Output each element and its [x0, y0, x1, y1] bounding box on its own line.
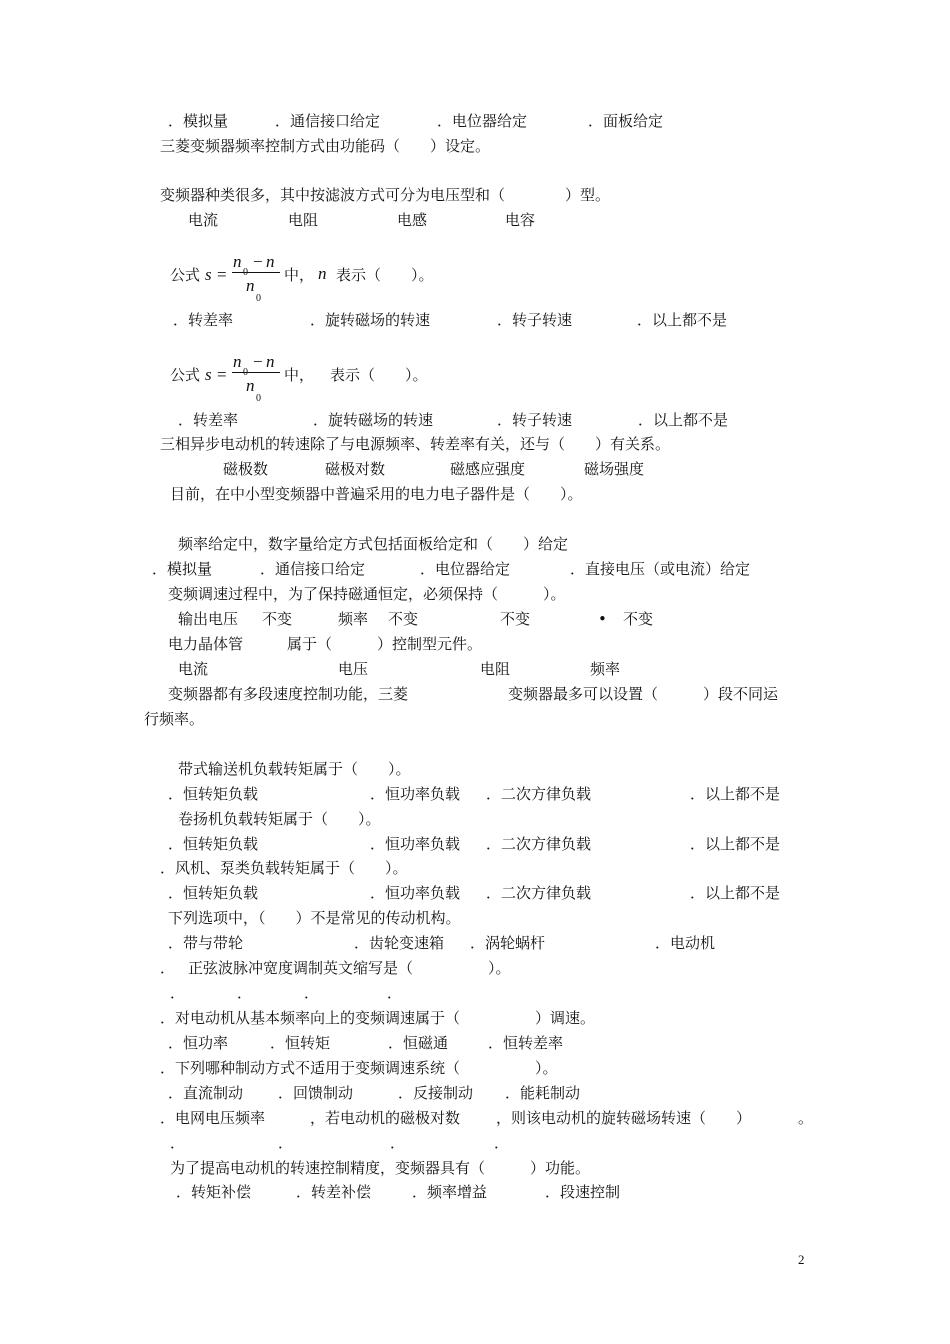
formula-num-a: n	[233, 252, 242, 271]
text-segment: ．通信接口给定	[260, 560, 366, 578]
text-segment: ．齿轮变速箱	[354, 934, 445, 952]
text-segment: ．	[170, 1134, 186, 1152]
text-segment: 变频器种类很多，其中按滤波方式可分为电压型和（ ）型。	[160, 186, 611, 204]
text-segment: ．恒磁通	[388, 1034, 449, 1052]
text-segment: •	[598, 610, 607, 628]
formula-tail: 表示（ ）。	[336, 266, 434, 284]
text-segment: 电流	[178, 660, 209, 678]
text-segment: ，则该电动机的旋转磁场转速（ ）	[496, 1109, 752, 1127]
text-segment: ．转差补偿	[296, 1183, 372, 1201]
text-segment: ．转差率	[178, 411, 239, 429]
formula-var: n	[318, 264, 327, 283]
text-segment: 目前，在中小型变频器中普遍采用的电力电子器件是（ ）。	[170, 485, 583, 503]
text-segment: ．	[304, 984, 320, 1002]
text-segment: 磁感应强度	[450, 460, 526, 478]
text-segment: ．以上都不是	[690, 884, 781, 902]
formula-eq: =	[217, 265, 227, 284]
formula-den: n	[246, 276, 255, 295]
text-segment: ．二次方律负载	[486, 785, 592, 803]
text-segment: 电阻	[480, 660, 511, 678]
text-segment: ．频率增益	[412, 1183, 488, 1201]
text-segment: 行频率。	[144, 710, 205, 728]
text-segment: ．段速控制	[545, 1183, 621, 1201]
formula-num-b: n	[266, 352, 275, 371]
formula-den-sub: 0	[256, 393, 261, 404]
text-segment: 变频器最多可以设置（ ）段不同运	[508, 685, 779, 703]
text-segment: 变频器都有多段速度控制功能，三菱	[168, 685, 409, 703]
formula-den: n	[246, 376, 255, 395]
text-segment: ．对电动机从基本频率向上的变频调速属于（ ）调速。	[160, 1009, 596, 1027]
text-segment: 电容	[505, 211, 536, 229]
text-segment: ．转子转速	[497, 411, 573, 429]
text-segment: ．转差率	[173, 311, 234, 329]
text-segment: 。	[798, 1109, 814, 1127]
text-segment: ．以上都不是	[637, 311, 728, 329]
text-segment: 磁场强度	[584, 460, 645, 478]
text-segment: ．	[160, 959, 176, 977]
text-segment: 磁极数	[223, 460, 269, 478]
formula-num-op: −	[253, 352, 263, 371]
text-segment: 磁极对数	[325, 460, 386, 478]
text-segment: ．恒转矩	[270, 1034, 331, 1052]
text-segment: ．模拟量	[168, 112, 229, 130]
text-segment: ．转子转速	[497, 311, 573, 329]
text-segment: ．恒转矩负载	[168, 835, 259, 853]
text-segment: ．模拟量	[152, 560, 213, 578]
formula-num-op: −	[253, 252, 263, 271]
text-segment: 电压	[338, 660, 369, 678]
fraction-bar	[232, 272, 280, 273]
text-segment: ，若电动机的磁极对数	[310, 1109, 461, 1127]
formula-prefix: 公式	[170, 366, 201, 384]
text-segment: 电力晶体管	[168, 635, 244, 653]
text-segment: ．转矩补偿	[176, 1183, 252, 1201]
text-segment: ．能耗制动	[505, 1084, 581, 1102]
text-segment: ．以上都不是	[638, 411, 729, 429]
text-segment: ．以上都不是	[690, 835, 781, 853]
text-segment: 不变	[500, 610, 531, 628]
text-segment: 电流	[188, 211, 219, 229]
text-segment: 输出电压	[178, 610, 239, 628]
text-segment: ．	[390, 1134, 406, 1152]
text-segment: ．恒转矩负载	[168, 884, 259, 902]
text-segment: 卷扬机负载转矩属于（ ）。	[178, 810, 381, 828]
text-segment: ．	[278, 1134, 294, 1152]
text-segment: ．	[170, 984, 186, 1002]
text-segment: ．面板给定	[588, 112, 664, 130]
text-segment: ．电动机	[655, 934, 716, 952]
text-segment: 不变	[262, 610, 293, 628]
formula-tail: 表示（ ）。	[330, 366, 428, 384]
text-segment: ．反接制动	[398, 1084, 474, 1102]
text-segment: ．回馈制动	[278, 1084, 354, 1102]
fraction-bar	[232, 372, 280, 373]
text-segment: ．二次方律负载	[486, 884, 592, 902]
text-segment: ．恒转差率	[488, 1034, 564, 1052]
formula-num-a: n	[233, 352, 242, 371]
text-segment: ．带与带轮	[168, 934, 244, 952]
text-segment: ．恒转矩负载	[168, 785, 259, 803]
text-segment: ．直接电压（或电流）给定	[570, 560, 751, 578]
formula-num-b: n	[266, 252, 275, 271]
text-segment: 变频调速过程中，为了保持磁通恒定，必须保持（ ）。	[168, 585, 566, 603]
formula-den-sub: 0	[256, 293, 261, 304]
text-segment: ．二次方律负载	[486, 835, 592, 853]
text-segment: 电感	[397, 211, 428, 229]
text-segment: 频率	[338, 610, 369, 628]
text-segment: ．旋转磁场的转速	[313, 411, 434, 429]
formula-suffix: 中，	[284, 366, 315, 384]
text-segment: 三菱变频器频率控制方式由功能码（ ）设定。	[160, 137, 491, 155]
formula-s: s	[205, 265, 212, 284]
text-segment: ．电位器给定	[437, 112, 528, 130]
text-segment: 不变	[623, 610, 654, 628]
text-segment: 频率	[590, 660, 621, 678]
text-segment: ．直流制动	[168, 1084, 244, 1102]
text-segment: 带式输送机负载转矩属于（ ）。	[178, 760, 411, 778]
text-segment: 三相异步电动机的转速除了与电源频率、转差率有关，还与（ ）有关系。	[160, 435, 671, 453]
text-segment: ．恒功率负载	[370, 835, 461, 853]
page-number: 2	[798, 1252, 805, 1267]
text-segment: ．风机、泵类负载转矩属于（ ）。	[160, 859, 408, 877]
text-segment: ．	[237, 984, 253, 1002]
text-segment: ．通信接口给定	[275, 112, 381, 130]
text-segment: ．旋转磁场的转速	[310, 311, 431, 329]
text-segment: ．恒功率负载	[370, 884, 461, 902]
text-segment: 电阻	[288, 211, 319, 229]
text-segment: 不变	[388, 610, 419, 628]
text-segment: ．恒功率负载	[370, 785, 461, 803]
formula-eq: =	[217, 365, 227, 384]
text-segment: ．以上都不是	[690, 785, 781, 803]
formula-s: s	[205, 365, 212, 384]
text-segment: 正弦波脉冲宽度调制英文缩写是（ ）。	[188, 959, 511, 977]
text-segment: 属于（ ）控制型元件。	[287, 635, 483, 653]
text-segment: 下列选项中，（ ）不是常见的传动机构。	[168, 909, 461, 927]
formula-suffix: 中，	[284, 266, 315, 284]
text-segment: ．	[494, 1134, 510, 1152]
text-segment: ．涡轮蜗杆	[470, 934, 546, 952]
text-segment: ．电网电压频率	[160, 1109, 266, 1127]
text-segment: ．	[387, 984, 403, 1002]
formula-prefix: 公式	[170, 266, 201, 284]
text-segment: ．恒功率	[168, 1034, 229, 1052]
text-segment: 为了提高电动机的转速控制精度，变频器具有（ ）功能。	[170, 1159, 591, 1177]
text-segment: ．电位器给定	[420, 560, 511, 578]
text-segment: 频率给定中，数字量给定方式包括面板给定和（ ）给定	[178, 535, 569, 553]
text-segment: ．下列哪种制动方式不适用于变频调速系统（ ）。	[160, 1059, 558, 1077]
